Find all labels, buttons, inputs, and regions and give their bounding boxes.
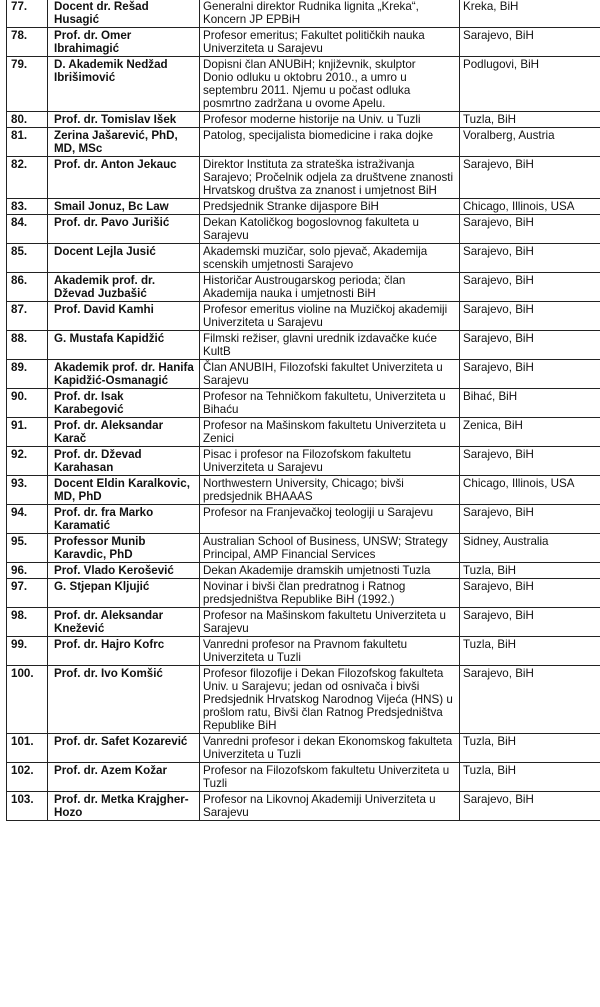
row-number: 100. bbox=[7, 666, 48, 734]
role-cell bbox=[200, 447, 460, 476]
person-location: Sarajevo, BiH bbox=[460, 608, 600, 637]
row-number: 90. bbox=[7, 389, 48, 418]
person-name: Prof. dr. fra Marko Karamatić bbox=[48, 505, 200, 534]
person-name: Prof. dr. Anton Jekauc bbox=[48, 157, 200, 199]
role-cell bbox=[200, 128, 460, 157]
table-row bbox=[7, 128, 600, 157]
row-number: 88. bbox=[7, 331, 48, 360]
person-role: Pisac i profesor na Filozofskom fakultetu Univerziteta u Sarajevu bbox=[203, 448, 415, 474]
role-cell bbox=[200, 637, 460, 666]
table-row bbox=[7, 331, 600, 360]
role-cell bbox=[200, 792, 460, 821]
person-location: Sidney, Australia bbox=[460, 534, 600, 563]
row-number: 83. bbox=[7, 199, 48, 215]
person-location: Tuzla, BiH bbox=[460, 637, 600, 666]
person-name: Prof. dr. Dževad Karahasan bbox=[48, 447, 200, 476]
role-cell bbox=[200, 199, 460, 215]
table-row bbox=[7, 28, 600, 57]
person-name: Prof. dr. Aleksandar Karač bbox=[48, 418, 200, 447]
row-number: 98. bbox=[7, 608, 48, 637]
role-cell bbox=[200, 360, 460, 389]
role-cell bbox=[200, 157, 460, 199]
row-number: 94. bbox=[7, 505, 48, 534]
table-row bbox=[7, 112, 600, 128]
table-row bbox=[7, 534, 600, 563]
person-name: Prof. dr. Ivo Komšić bbox=[48, 666, 200, 734]
person-role: Dopisni član ANUBiH; književnik, skulptor bbox=[203, 58, 416, 71]
row-number: 81. bbox=[7, 128, 48, 157]
table-row bbox=[7, 608, 600, 637]
person-name: D. Akademik Nedžad Ibrišimović bbox=[48, 57, 200, 112]
person-role: Profesor na Mašinskom fakultetu Univerziteta u Sarajevu bbox=[203, 609, 450, 635]
table-row bbox=[7, 447, 600, 476]
row-number: 95. bbox=[7, 534, 48, 563]
person-location: Tuzla, BiH bbox=[460, 112, 600, 128]
person-location: Chicago, Illinois, USA bbox=[460, 199, 600, 215]
person-role: Generalni direktor Rudnika lignita „Kreka“, Koncern JP EPBiH bbox=[203, 0, 423, 26]
role-cell bbox=[200, 57, 460, 112]
person-location: Sarajevo, BiH bbox=[460, 505, 600, 534]
person-location: Sarajevo, BiH bbox=[460, 273, 600, 302]
row-number: 99. bbox=[7, 637, 48, 666]
person-role: Patolog, specijalista biomedicine i raka dojke bbox=[203, 129, 434, 142]
person-name: G. Mustafa Kapidžić bbox=[48, 331, 200, 360]
table-row bbox=[7, 360, 600, 389]
table-body bbox=[7, 0, 600, 821]
person-name: Zerina Jašarević, PhD, MD, MSc bbox=[48, 128, 200, 157]
role-cell bbox=[200, 389, 460, 418]
person-name: Prof. dr. Safet Kozarević bbox=[48, 734, 200, 763]
person-role: Profesor na Tehničkom fakultetu, Univerziteta u Bihaću bbox=[203, 390, 449, 416]
row-number: 93. bbox=[7, 476, 48, 505]
person-name: Prof. dr. Omer Ibrahimagić bbox=[48, 28, 200, 57]
person-role: Profesor emeritus violine na Muzičkoj akademiji Univerziteta u Sarajevu bbox=[203, 303, 451, 329]
table-row bbox=[7, 563, 600, 579]
table-row bbox=[7, 579, 600, 608]
person-role: Direktor Instituta za strateška istraživanja Sarajevo; Pročelnik odjela za društvene znanosti Hrvatskog društva za znanost i umjetnost BiH bbox=[203, 158, 457, 197]
role-cell bbox=[200, 418, 460, 447]
table-row bbox=[7, 418, 600, 447]
person-location: Zenica, BiH bbox=[460, 418, 600, 447]
person-name: G. Stjepan Kljujić bbox=[48, 579, 200, 608]
table-row bbox=[7, 792, 600, 821]
table-row bbox=[7, 273, 600, 302]
table-row bbox=[7, 0, 600, 28]
person-location: Sarajevo, BiH bbox=[460, 331, 600, 360]
person-name: Docent Eldin Karalkovic, MD, PhD bbox=[48, 476, 200, 505]
person-location: Voralberg, Austria bbox=[460, 128, 600, 157]
person-role: Akademski muzičar, solo pjevač, Akademija scenskih umjetnosti Sarajevo bbox=[203, 245, 431, 271]
person-name: Docent dr. Rešad Husagić bbox=[48, 0, 200, 28]
person-name: Prof. dr. Aleksandar Knežević bbox=[48, 608, 200, 637]
person-location: Chicago, Illinois, USA bbox=[460, 476, 600, 505]
role-cell bbox=[200, 476, 460, 505]
person-location: Sarajevo, BiH bbox=[460, 579, 600, 608]
person-location: Sarajevo, BiH bbox=[460, 447, 600, 476]
person-name: Prof. dr. Isak Karabegović bbox=[48, 389, 200, 418]
person-role: Historičar Austrougarskog perioda; član Akademija nauka i umjetnosti BiH bbox=[203, 274, 408, 300]
row-number: 80. bbox=[7, 112, 48, 128]
person-role: Novinar i bivši član predratnog i Ratnog predsjedništva Republike BiH (1992.) bbox=[203, 580, 409, 606]
person-role: Profesor na Franjevačkoj teologiji u Sarajevu bbox=[203, 506, 434, 519]
table-row bbox=[7, 389, 600, 418]
person-name: Prof. dr. Tomislav Išek bbox=[48, 112, 200, 128]
person-name: Prof. dr. Metka Krajgher-Hozo bbox=[48, 792, 200, 821]
table-row bbox=[7, 637, 600, 666]
person-location: Tuzla, BiH bbox=[460, 734, 600, 763]
person-name: Docent Lejla Jusić bbox=[48, 244, 200, 273]
person-location: Tuzla, BiH bbox=[460, 563, 600, 579]
role-cell bbox=[200, 579, 460, 608]
person-location: Sarajevo, BiH bbox=[460, 302, 600, 331]
role-cell bbox=[200, 0, 460, 28]
role-cell bbox=[200, 563, 460, 579]
person-role: Profesor moderne historije na Univ. u Tuzli bbox=[203, 113, 421, 126]
person-location: Sarajevo, BiH bbox=[460, 28, 600, 57]
role-cell bbox=[200, 608, 460, 637]
row-number: 97. bbox=[7, 579, 48, 608]
person-location: Sarajevo, BiH bbox=[460, 792, 600, 821]
table-row bbox=[7, 199, 600, 215]
role-cell bbox=[200, 273, 460, 302]
role-cell bbox=[200, 331, 460, 360]
person-name: Prof. dr. Hajro Kofrc bbox=[48, 637, 200, 666]
row-number: 102. bbox=[7, 763, 48, 792]
person-name: Akademik prof. dr. Hanifa Kapidžić-Osmanagić bbox=[48, 360, 200, 389]
role-cell bbox=[200, 302, 460, 331]
row-number: 77. bbox=[7, 0, 48, 28]
row-number: 91. bbox=[7, 418, 48, 447]
table-row bbox=[7, 215, 600, 244]
person-location: Sarajevo, BiH bbox=[460, 244, 600, 273]
table-row bbox=[7, 734, 600, 763]
person-role: Australian School of Business, UNSW; Strategy Principal, AMP Financial Services bbox=[203, 535, 451, 561]
person-role: Profesor emeritus; Fakultet političkih nauka Univerziteta u Sarajevu bbox=[203, 29, 428, 55]
person-location: Sarajevo, BiH bbox=[460, 215, 600, 244]
person-role: Dekan Katoličkog bogoslovnog fakulteta u Sarajevu bbox=[203, 216, 423, 242]
row-number: 92. bbox=[7, 447, 48, 476]
role-cell bbox=[200, 534, 460, 563]
table-row bbox=[7, 57, 600, 112]
person-role: Vanredni profesor na Pravnom fakultetu Univerziteta u Tuzli bbox=[203, 638, 411, 664]
table-row bbox=[7, 666, 600, 734]
row-number: 103. bbox=[7, 792, 48, 821]
table-row bbox=[7, 763, 600, 792]
table-row bbox=[7, 302, 600, 331]
person-role: Predsjednik Stranke dijaspore BiH bbox=[203, 200, 379, 213]
person-name: Prof. dr. Azem Kožar bbox=[48, 763, 200, 792]
row-number: 96. bbox=[7, 563, 48, 579]
row-number: 86. bbox=[7, 273, 48, 302]
row-number: 78. bbox=[7, 28, 48, 57]
person-role: Profesor na Filozofskom fakultetu Univerziteta u Tuzli bbox=[203, 764, 453, 790]
person-location: Podlugovi, BiH bbox=[460, 57, 600, 112]
role-cell bbox=[200, 505, 460, 534]
person-name: Smail Jonuz, Bc Law bbox=[48, 199, 200, 215]
row-number: 87. bbox=[7, 302, 48, 331]
person-role: Profesor na Likovnoj Akademiji Univerziteta u Sarajevu bbox=[203, 793, 439, 819]
role-cell bbox=[200, 666, 460, 734]
row-number: 89. bbox=[7, 360, 48, 389]
role-cell bbox=[200, 28, 460, 57]
table-row bbox=[7, 157, 600, 199]
row-number: 85. bbox=[7, 244, 48, 273]
table-row bbox=[7, 505, 600, 534]
person-role: Član ANUBIH, Filozofski fakultet Univerziteta u Sarajevu bbox=[203, 361, 446, 387]
table-row bbox=[7, 476, 600, 505]
row-number: 101. bbox=[7, 734, 48, 763]
person-role: Vanredni profesor i dekan Ekonomskog fakulteta Univerziteta u Tuzli bbox=[203, 735, 456, 761]
person-location: Sarajevo, BiH bbox=[460, 666, 600, 734]
person-role: Profesor filozofije i Dekan Filozofskog fakulteta Univ. u Sarajevu; jedan od osnivača i bivši Predsjednik Hrvatskog Narodnog Vijeća (HNS) u prošlom ratu, Bivši član Ratnog Predsjedništva Republike BiH bbox=[203, 667, 457, 732]
person-location: Tuzla, BiH bbox=[460, 763, 600, 792]
role-cell bbox=[200, 112, 460, 128]
person-role: Northwestern University, Chicago; bivši predsjednik BHAAAS bbox=[203, 477, 408, 503]
person-location: Sarajevo, BiH bbox=[460, 157, 600, 199]
row-number: 82. bbox=[7, 157, 48, 199]
person-name: Prof. David Kamhi bbox=[48, 302, 200, 331]
role-cell bbox=[200, 734, 460, 763]
person-location: Sarajevo, BiH bbox=[460, 360, 600, 389]
person-location: Bihać, BiH bbox=[460, 389, 600, 418]
person-role: Dekan Akademije dramskih umjetnosti Tuzla bbox=[203, 564, 431, 577]
role-cell bbox=[200, 215, 460, 244]
role-note: Donio odluku u oktobru 2010., a umro u septembru 2011. Njemu u počast odluka posmrtno zadržana u ovome Apelu. bbox=[203, 71, 414, 110]
role-cell bbox=[200, 244, 460, 273]
person-name: Professor Munib Karavdic, PhD bbox=[48, 534, 200, 563]
person-role: Profesor na Mašinskom fakultetu Univerziteta u Zenici bbox=[203, 419, 450, 445]
role-cell bbox=[200, 763, 460, 792]
table-row bbox=[7, 244, 600, 273]
row-number: 84. bbox=[7, 215, 48, 244]
person-role: Filmski režiser, glavni urednik izdavačke kuće KultB bbox=[203, 332, 441, 358]
signatories-table bbox=[6, 0, 600, 821]
person-name: Prof. dr. Pavo Jurišić bbox=[48, 215, 200, 244]
person-name: Prof. Vlado Kerošević bbox=[48, 563, 200, 579]
person-location: Kreka, BiH bbox=[460, 0, 600, 28]
row-number: 79. bbox=[7, 57, 48, 112]
person-name: Akademik prof. dr. Dževad Juzbašić bbox=[48, 273, 200, 302]
